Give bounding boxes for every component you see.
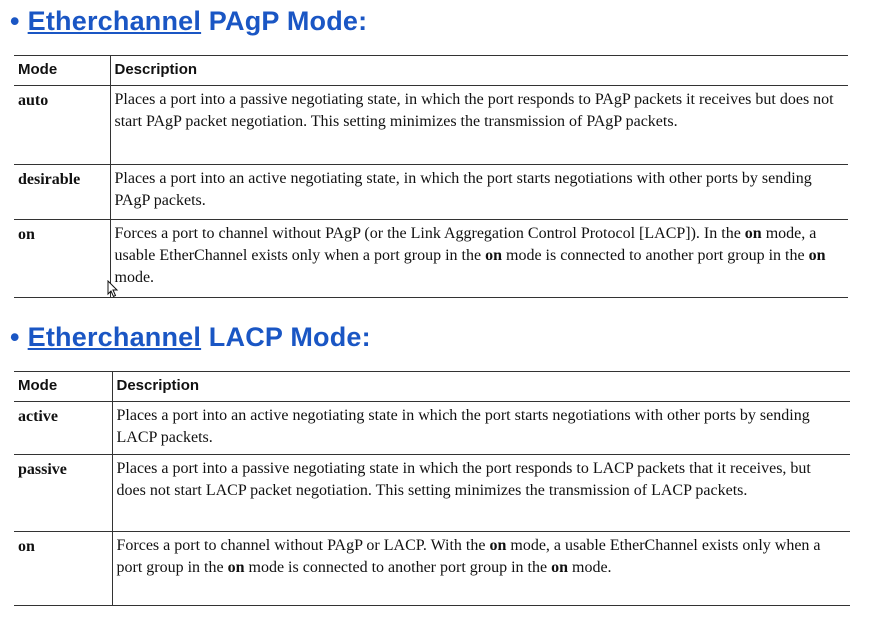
mode-description: Places a port into a passive negotiating state in which the port responds to LACP packets that it receives, but does not start LACP packet negotiation. This setting minimizes the transmission of LACP packets. xyxy=(116,460,811,499)
mode-name: passive xyxy=(14,455,112,532)
table-row xyxy=(14,402,850,455)
lacp-mode-table xyxy=(14,371,850,606)
mode-name: auto xyxy=(14,86,110,165)
mode-description: Places a port into a passive negotiating state, in which the port responds to PAgP packets it receives but does not start PAgP packet negotiation. This setting minimizes the transmission of PAgP packets. xyxy=(114,91,834,130)
title-keyword: Etherchannel xyxy=(27,6,202,36)
pagp-section-title xyxy=(10,6,367,37)
title-rest: PAgP Mode: xyxy=(201,6,368,36)
mode-description: Places a port into an active negotiating state in which the port starts negotiations with other ports by sending LACP packets. xyxy=(116,407,810,446)
mode-name: on xyxy=(14,220,110,298)
bullet: • xyxy=(10,322,20,352)
mouse-cursor-icon xyxy=(106,280,120,298)
table-header-row xyxy=(14,372,850,402)
table-row xyxy=(14,86,848,165)
header-mode: Mode xyxy=(14,372,112,402)
pagp-mode-table xyxy=(14,55,848,298)
table-row xyxy=(14,220,848,298)
mode-description: Places a port into an active negotiating state, in which the port starts negotiations with other ports by sending PAgP packets. xyxy=(114,170,812,209)
table-row xyxy=(14,532,850,606)
mode-name: on xyxy=(14,532,112,606)
mode-name: desirable xyxy=(14,165,110,220)
table-row xyxy=(14,165,848,220)
bullet: • xyxy=(10,6,20,36)
lacp-section-title xyxy=(10,322,371,353)
title-rest: LACP Mode: xyxy=(201,322,371,352)
header-description: Description xyxy=(114,61,198,78)
header-mode: Mode xyxy=(14,56,110,86)
table-header-row xyxy=(14,56,848,86)
title-keyword: Etherchannel xyxy=(27,322,202,352)
mode-description: Forces a port to channel without PAgP or LACP. With the on mode, a usable EtherChannel exists only when a port group in the on mode is connected to another port group in the on mode. xyxy=(116,537,821,576)
table-row xyxy=(14,455,850,532)
header-description: Description xyxy=(116,377,200,394)
mode-name: active xyxy=(14,402,112,455)
mode-description: Forces a port to channel without PAgP (or the Link Aggregation Control Protocol [LACP]). In the on mode, a usable EtherChannel exists only when a port group in the on mode is connected to another port group in the on mode. xyxy=(114,225,826,286)
